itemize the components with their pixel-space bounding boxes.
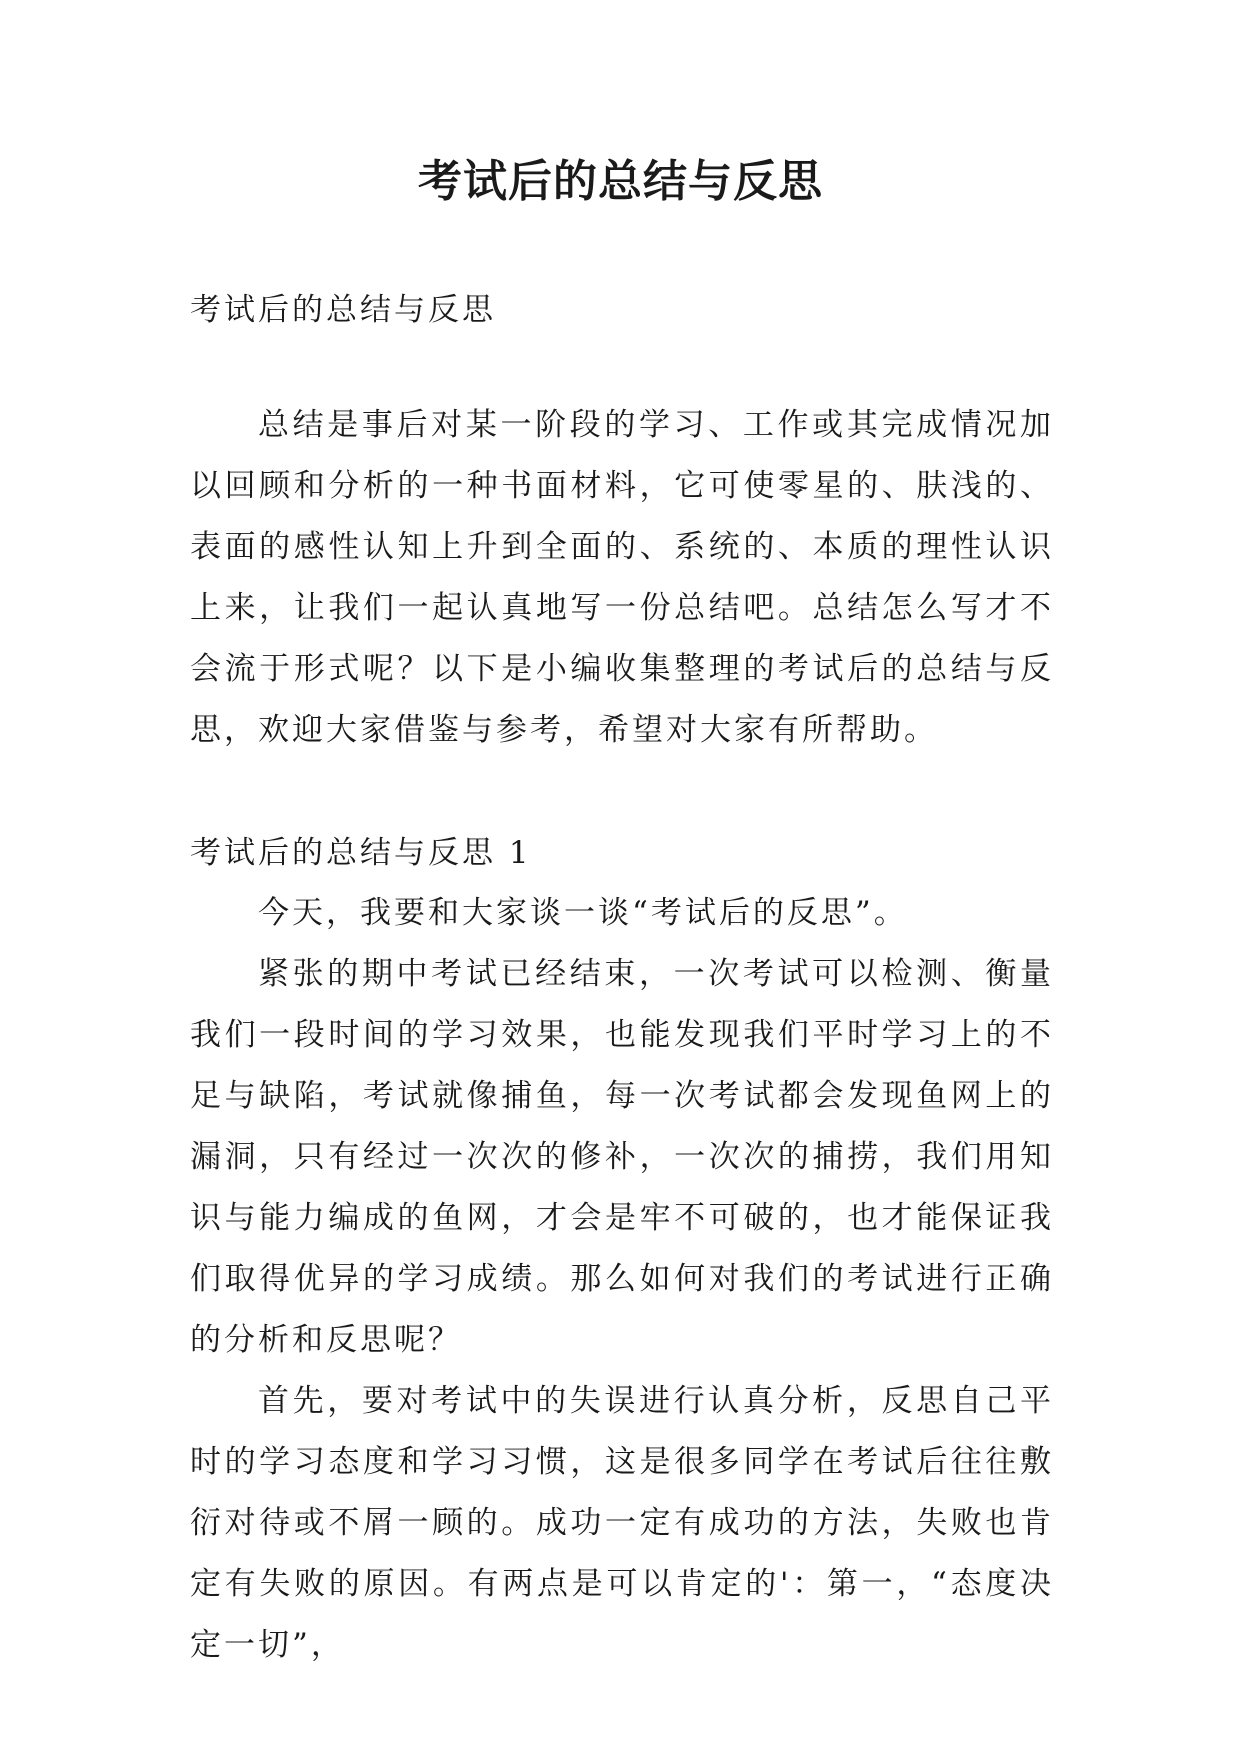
paragraph: 紧张的期中考试已经结束，一次考试可以检测、衡量我们一段时间的学习效果，也能发现我们平时学习上的不足与缺陷，考试就像捕鱼，每一次考试都会发现鱼网上的漏洞，只有经过一次次的修补，一次次的捕捞，我们用知识与能力编成的鱼网，才会是牢不可破的，也才能保证我们取得优异的学习成绩。那么如何对我们的考试进行正确的分析和反思呢？ — [190, 956, 1054, 1358]
document-body — [190, 280, 1054, 1676]
paragraph: 今天，我要和大家谈一谈“考试后的反思”。 — [258, 895, 908, 931]
paragraph: 首先，要对考试中的失误进行认真分析，反思自己平时的学习态度和学习习惯，这是很多同学在考试后往往敷衍对待或不屑一顾的。成功一定有成功的方法，失败也肯定有失败的原因。有两点是可以肯定的'：第一，“态度决定一切”， — [190, 1383, 1054, 1663]
spacer — [190, 340, 1054, 395]
intro-paragraph: 总结是事后对某一阶段的学习、工作或其完成情况加以回顾和分析的一种书面材料，它可使零星的、肤浅的、表面的感性认知上升到全面的、系统的、本质的理性认识上来，让我们一起认真地写一份总结吧。总结怎么写才不会流于形式呢？以下是小编收集整理的考试后的总结与反思，欢迎大家借鉴与参考，希望对大家有所帮助。 — [190, 407, 1054, 748]
document-title: 考试后的总结与反思 — [418, 156, 823, 207]
section-heading: 考试后的总结与反思 1 — [190, 835, 532, 871]
spacer — [190, 761, 1054, 823]
subtitle: 考试后的总结与反思 — [190, 292, 496, 328]
